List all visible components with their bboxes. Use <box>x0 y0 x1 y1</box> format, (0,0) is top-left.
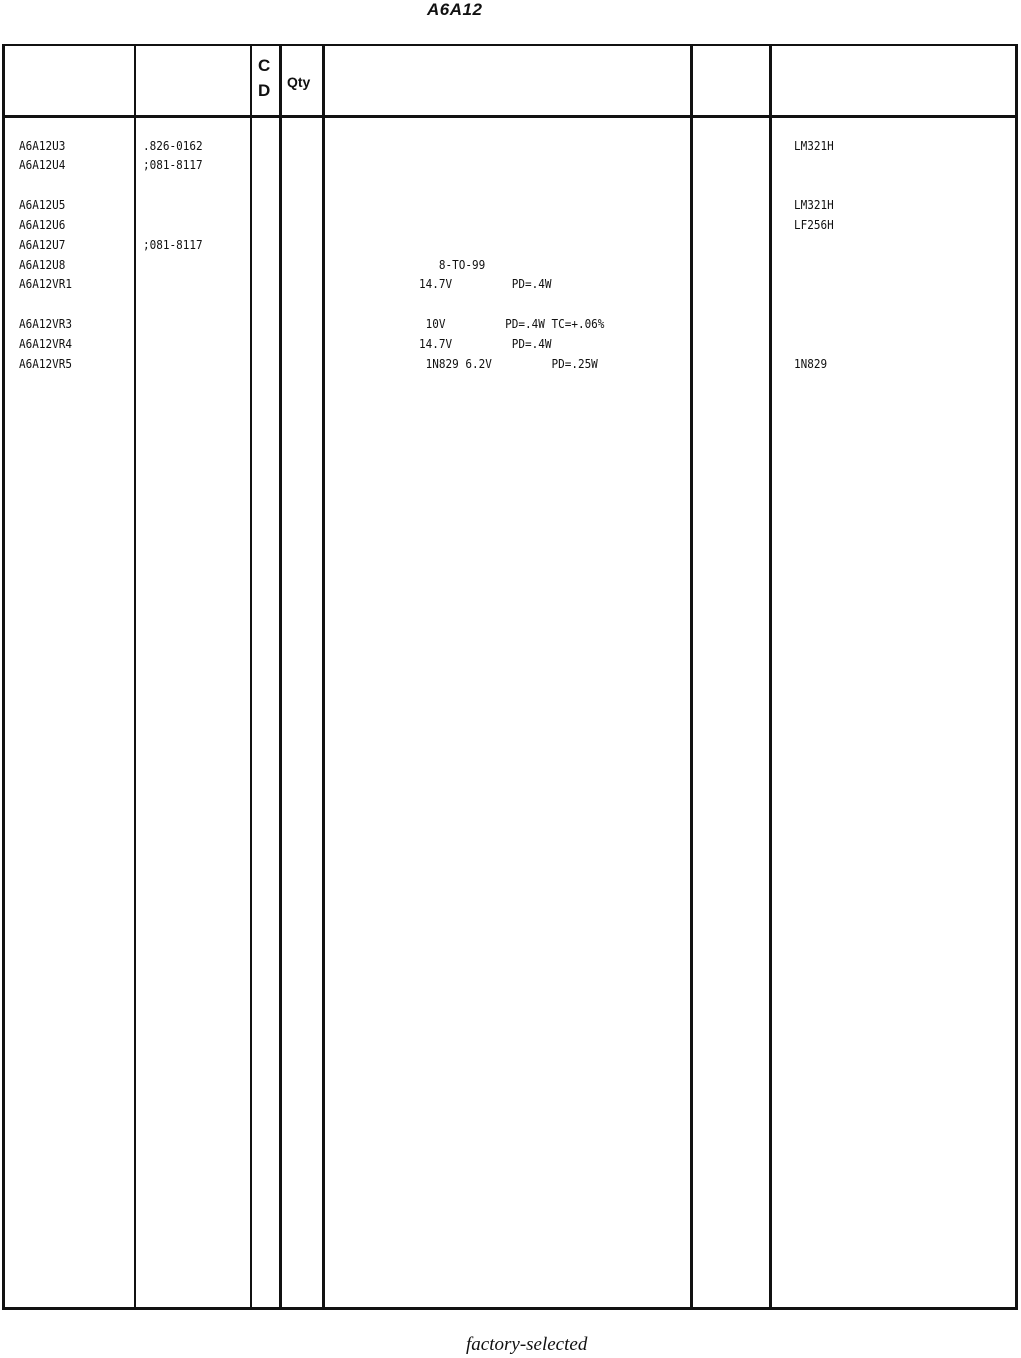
column-divider <box>134 44 136 1310</box>
mfr-part-number: LM321H <box>794 197 834 212</box>
cd-header-c: C <box>258 56 271 75</box>
description: 10V PD=.4W TC=+.06% <box>419 316 605 331</box>
table-bottom-border <box>2 1307 1018 1310</box>
reference-designator: A6A12U6 <box>19 217 66 232</box>
reference-designator: A6A12U5 <box>19 197 66 212</box>
part-number: ;081-8117 <box>143 157 203 172</box>
mfr-part-number: LM321H <box>794 138 834 153</box>
header-separator <box>2 115 1018 118</box>
column-divider <box>2 44 5 1310</box>
column-divider <box>769 44 772 1310</box>
mfr-part-number: LF256H <box>794 217 834 232</box>
description: 8-TO-99 <box>419 257 486 272</box>
footer-note: factory-selected <box>466 1334 588 1355</box>
reference-designator: A6A12U8 <box>19 257 66 272</box>
column-divider <box>690 44 693 1310</box>
description: 14.7V PD=.4W <box>419 276 552 291</box>
column-divider <box>1015 44 1018 1310</box>
reference-designator: A6A12VR5 <box>19 356 72 371</box>
column-divider <box>279 44 282 1310</box>
description: 1N829 6.2V PD=.25W <box>419 356 598 371</box>
mfr-part-number: 1N829 <box>794 356 828 371</box>
column-divider <box>250 44 252 1310</box>
description: 14.7V PD=.4W <box>419 336 552 351</box>
reference-designator: A6A12U4 <box>19 157 66 172</box>
reference-designator: A6A12U7 <box>19 237 66 252</box>
table-top-border <box>2 44 1018 46</box>
reference-designator: A6A12VR3 <box>19 316 72 331</box>
qty-header: Qty <box>287 74 311 90</box>
cd-header-d: D <box>258 81 271 100</box>
column-divider <box>322 44 325 1310</box>
reference-designator: A6A12VR1 <box>19 276 72 291</box>
part-number: ;081-8117 <box>143 237 203 252</box>
part-number: .826-0162 <box>143 138 203 153</box>
page-title: A6A12 <box>427 0 483 19</box>
reference-designator: A6A12U3 <box>19 138 66 153</box>
reference-designator: A6A12VR4 <box>19 336 72 351</box>
